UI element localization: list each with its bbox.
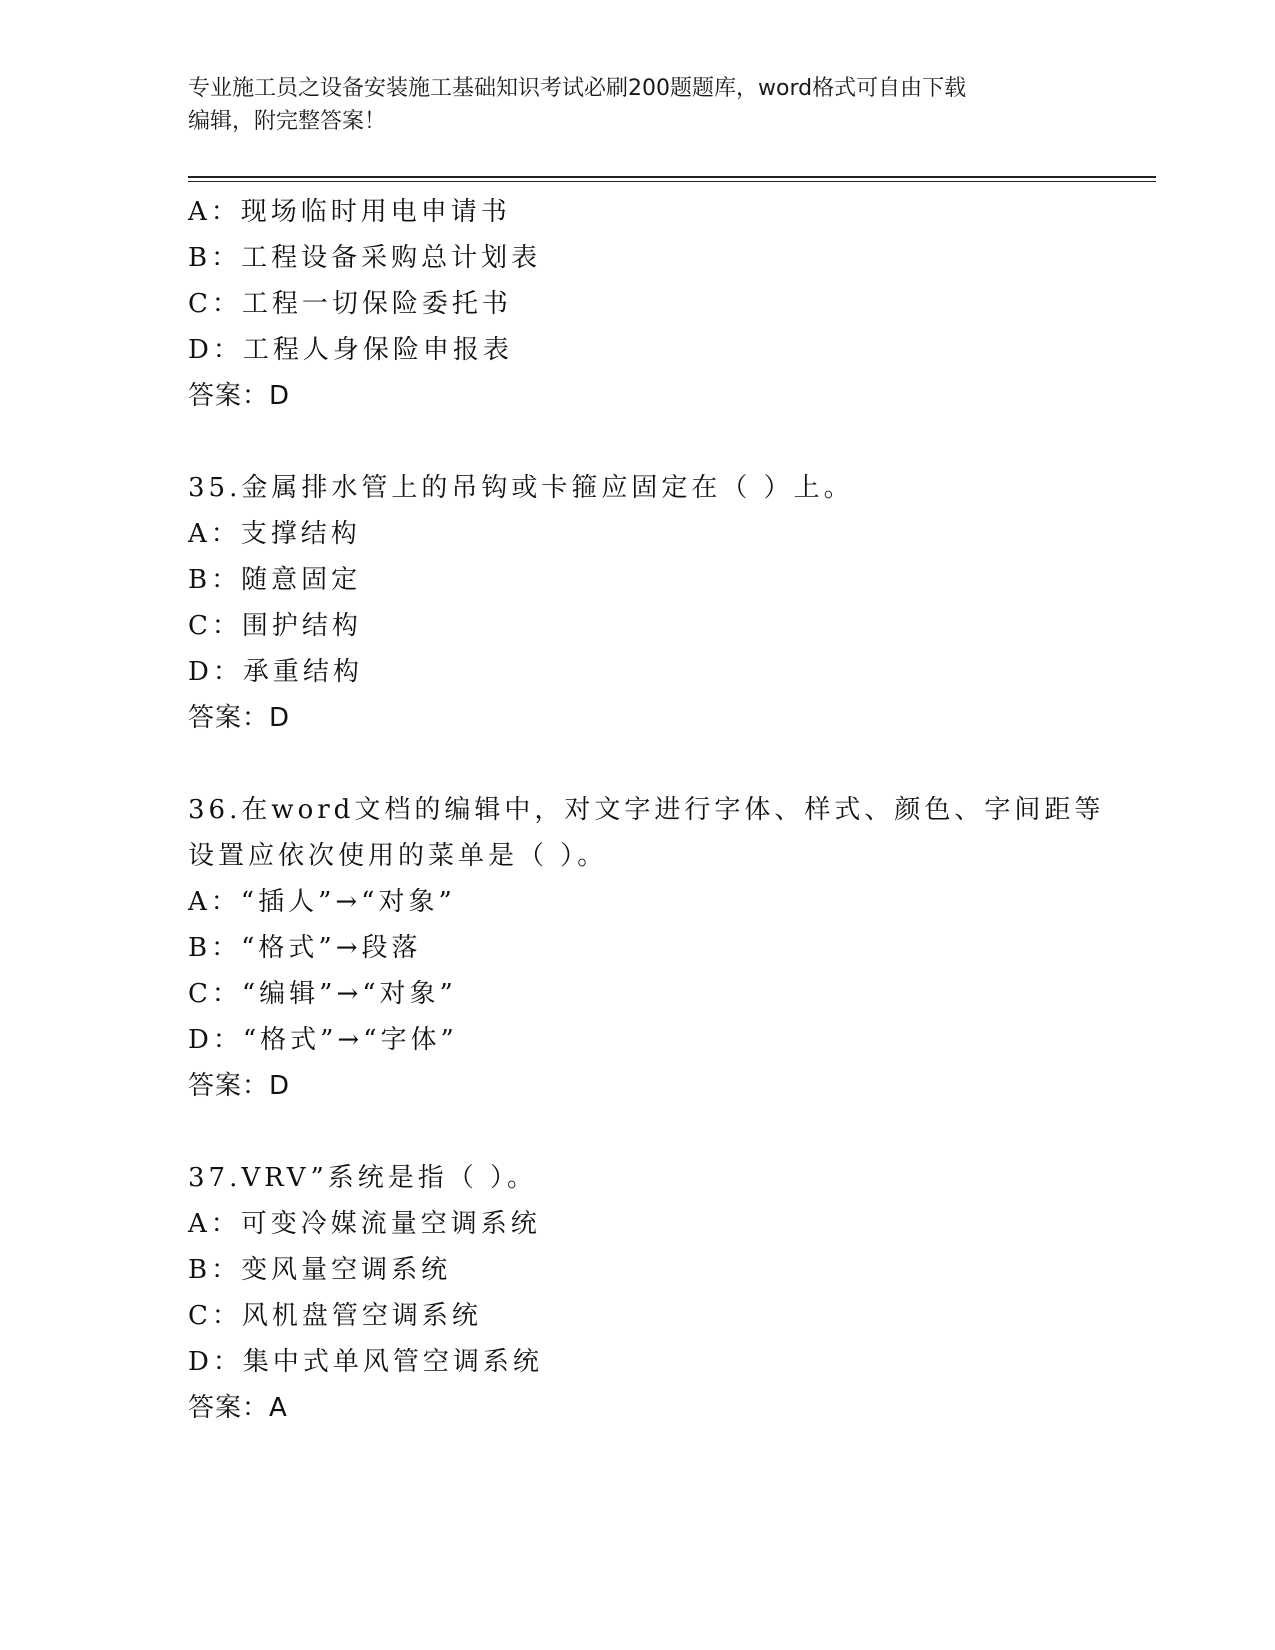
question-title: 37.VRV”系统是指（ ）。 — [188, 1163, 538, 1193]
option-c: C：围护结构 — [188, 611, 362, 641]
question-title: 35.金属排水管上的吊钩或卡箍应固定在（ ）上。 — [188, 473, 854, 503]
option-c: C：“编辑”→“对象” — [188, 979, 457, 1009]
option-d: D：“格式”→“字体” — [188, 1025, 458, 1055]
option-b: B：变风量空调系统 — [188, 1255, 452, 1285]
header-divider-thin — [188, 181, 1156, 182]
option-c: C：工程一切保险委托书 — [188, 289, 512, 319]
question-34 — [188, 189, 1156, 419]
document-header — [188, 72, 1068, 138]
header-line-1: 专业施工员之设备安装施工基础知识考试必刷200题题库，word格式可自由下载 — [188, 76, 967, 101]
question-list — [188, 189, 1156, 1431]
option-a: A：支撑结构 — [188, 519, 361, 549]
option-b: B：随意固定 — [188, 565, 362, 595]
header-line-2: 编辑，附完整答案！ — [188, 109, 387, 134]
answer: 答案：D — [188, 381, 291, 411]
answer: 答案：A — [188, 1393, 288, 1423]
question-title-line-2: 设置应依次使用的菜单是（ ）。 — [188, 841, 608, 871]
option-c: C：风机盘管空调系统 — [188, 1301, 482, 1331]
option-a: A：现场临时用电申请书 — [188, 197, 511, 227]
option-d: D：承重结构 — [188, 657, 363, 687]
option-b: B：工程设备采购总计划表 — [188, 243, 542, 273]
question-title-line-1: 36.在word文档的编辑中，对文字进行字体、样式、颜色、字间距等 — [188, 795, 1105, 825]
option-d: D：工程人身保险申报表 — [188, 335, 513, 365]
answer: 答案：D — [188, 1071, 291, 1101]
question-37 — [188, 1155, 1156, 1431]
header-divider-thick — [188, 176, 1156, 178]
answer: 答案：D — [188, 703, 291, 733]
option-a: A：可变冷媒流量空调系统 — [188, 1209, 541, 1239]
option-b: B：“格式”→段落 — [188, 933, 422, 963]
option-d: D：集中式单风管空调系统 — [188, 1347, 543, 1377]
question-35 — [188, 465, 1156, 741]
question-36 — [188, 787, 1156, 1109]
option-a: A：“插人”→“对象” — [188, 887, 456, 917]
